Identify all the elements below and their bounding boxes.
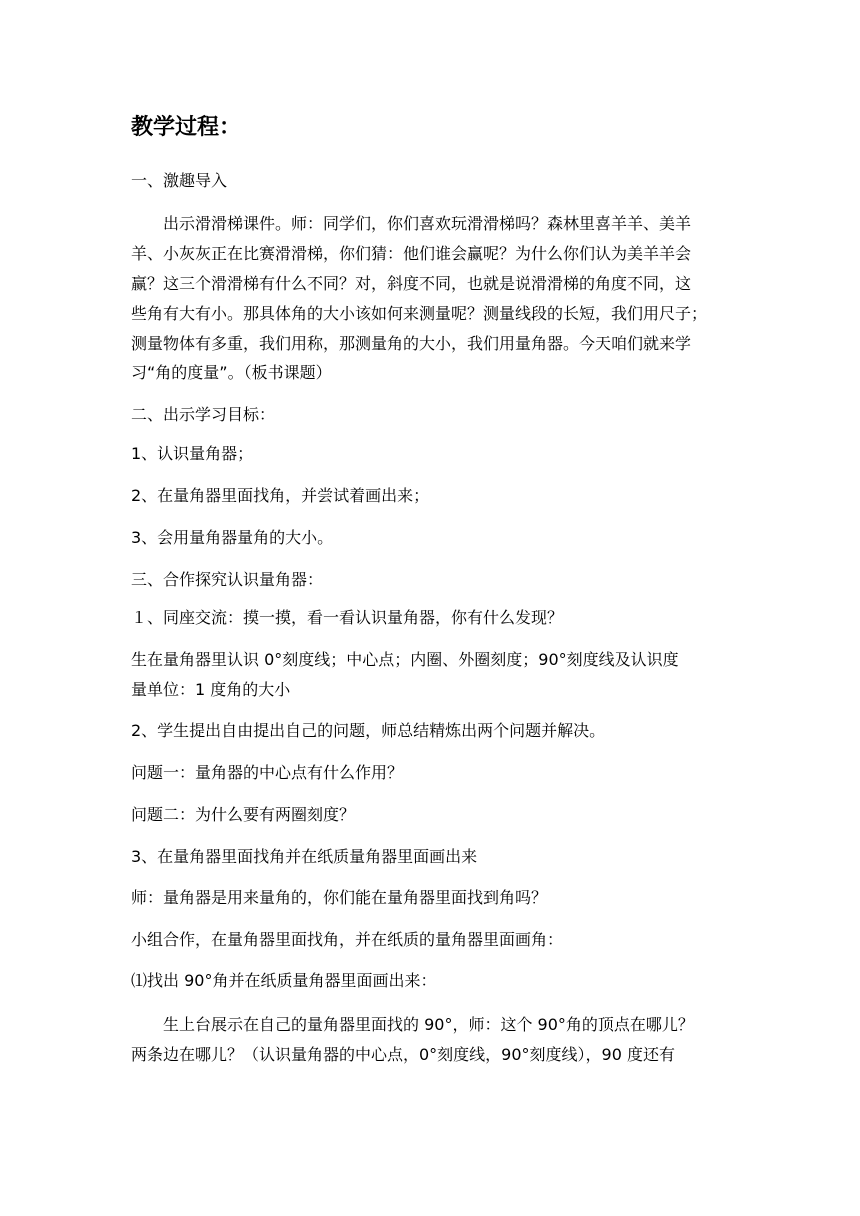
section-1-paragraph-line-2: 羊、小灰灰正在比赛滑滑梯，你们猜：他们谁会赢呢？为什么你们认为美羊羊会 (131, 244, 692, 263)
section-3-final-paragraph-line-2: 两条边在哪儿？（认识量角器的中心点，0°刻度线，90°刻度线），90 度还有 (131, 1045, 675, 1064)
section-3-line-1: １、同座交流：摸一摸，看一看认识量角器，你有什么发现？ (131, 608, 564, 627)
section-1-paragraph-line-6: 习“角的度量”。（板书课题） (131, 363, 332, 382)
section-3-line-10: ⑴找出 90°角并在纸质量角器里面画出来： (131, 971, 437, 990)
section-1-paragraph-line-1: 出示滑滑梯课件。师：同学们，你们喜欢玩滑滑梯吗？森林里喜羊羊、美羊 (163, 214, 692, 233)
page-heading: 教学过程： (131, 115, 242, 140)
section-3-title: 三、合作探究认识量角器： (131, 570, 324, 589)
section-1-title: 一、激趣导入 (131, 171, 228, 190)
section-3-line-3: 量单位：1 度角的大小 (131, 680, 291, 699)
section-3-line-9: 小组合作，在量角器里面找角，并在纸质的量角器里面画角： (131, 930, 564, 949)
learning-goal-1: 1、认识量角器； (131, 444, 254, 463)
section-3-final-paragraph-line-1: 生上台展示在自己的量角器里面找的 90°，师：这个 90°角的顶点在哪儿？ (163, 1015, 694, 1034)
section-3-line-6: 问题二：为什么要有两圈刻度？ (131, 805, 356, 824)
section-2-title: 二、出示学习目标： (131, 405, 276, 424)
section-3-line-5: 问题一：量角器的中心点有什么作用？ (131, 763, 404, 782)
section-3-line-8: 师：量角器是用来量角的，你们能在量角器里面找到角吗？ (131, 888, 548, 907)
section-1-paragraph-line-4: 些角有大有小。那具体角的大小该如何来测量呢？测量线段的长短，我们用尺子； (131, 304, 708, 323)
learning-goal-3: 3、会用量角器量角的大小。 (131, 528, 334, 547)
section-1-paragraph-line-5: 测量物体有多重，我们用称，那测量角的大小，我们用量角器。今天咱们就来学 (131, 334, 692, 353)
section-1-paragraph-line-3: 赢？这三个滑滑梯有什么不同？对，斜度不同，也就是说滑滑梯的角度不同，这 (131, 274, 692, 293)
section-3-line-7: 3、在量角器里面找角并在纸质量角器里面画出来 (131, 847, 478, 866)
learning-goal-2: 2、在量角器里面找角，并尝试着画出来； (131, 486, 430, 505)
section-3-line-4: 2、学生提出自由提出自己的问题，师总结精炼出两个问题并解决。 (131, 721, 606, 740)
section-3-line-2: 生在量角器里认识 0°刻度线；中心点；内圈、外圈刻度；90°刻度线及认识度 (131, 650, 679, 669)
